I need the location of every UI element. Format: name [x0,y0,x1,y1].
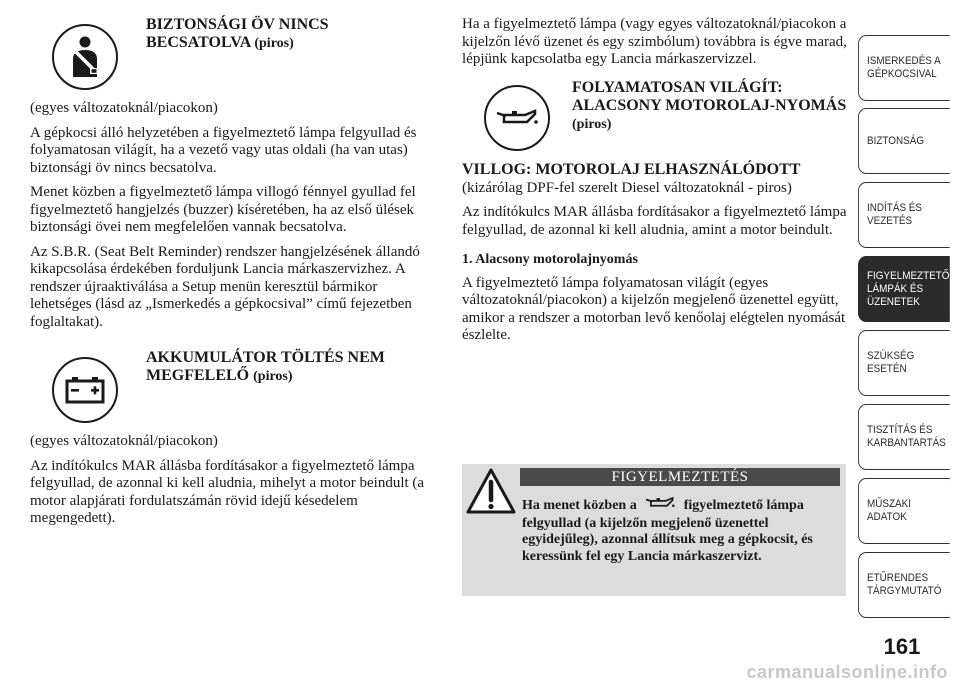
tab-inditas[interactable] [858,182,950,248]
warning-text [466,496,842,565]
seatbelt-color-note: (piros) [254,36,294,51]
seatbelt-paragraph-3: Az S.B.R. (Seat Belt Reminder) rendszer hangjelzésének állandó kikapcsolása érdekében forduljunk Lancia márkaszervizhez. A rendszer újraaktiválása a Setup menün keresztül bármikor lehetséges (lásd az „Ismerkedés a gépkocsival” című fejezetben foglaltakat). [30,243,420,330]
right-column [462,16,847,352]
tab-label: SZÜKSÉG ESETÉN [867,350,915,375]
low-pressure-title: 1. Alacsony motorolajnyomás [462,252,638,267]
oil-can-icon [484,85,550,151]
seatbelt-section-header [30,16,435,90]
flash-note: (kizárólag DPF-fel szerelt Diesel változatoknál - piros) [462,179,792,196]
tab-tisztitas[interactable] [858,404,950,470]
warning-first-line [466,496,842,565]
oil-can-inline-icon [640,496,680,516]
oil-title [572,79,847,134]
battery-section-header [30,349,435,423]
seatbelt-person-icon [52,24,118,90]
tab-figyelmezteto[interactable] [858,256,950,322]
seatbelt-title-text: BIZTONSÁGI ÖV NINCS BECSATOLVA [146,16,329,51]
tab-szukseg[interactable] [858,330,950,396]
warning-text-before: Ha menet közben a [522,497,637,513]
chapter-tabs [858,0,960,686]
tab-label: FIGYELMEZTETŐ LÁMPÁK ÉS ÜZENETEK [867,269,950,308]
tab-label: BIZTONSÁG [867,134,925,147]
warning-text-after: figyelmeztető lámpa felgyullad (a kijelzőn megjelenő üzenettel egyidejűleg), azonnal állítsuk meg a gépkocsit, és keressünk fel egy Lancia márkaszervizt. [522,497,813,564]
seatbelt-paragraph-2: Menet közben a figyelmeztető lámpa villogó fénnyel gyullad fel figyelmeztető hangjelzés (buzzer) kíséretében, ha az első ülések biztonsági övei nem megfelelően vannak becsatolva. [30,184,416,235]
flash-paragraph: Az indítókulcs MAR állásba fordításakor a figyelmeztető lámpa felgyullad, de azonnal ki kell aludnia, amint a motor beindult. [462,204,847,238]
tab-biztonsag[interactable] [858,108,950,174]
oil-title-text: FOLYAMATOSAN VILÁGÍT: ALACSONY MOTOROLAJ-NYOMÁS [572,78,847,114]
battery-paragraph-1: Az indítókulcs MAR állásba fordításakor a figyelmeztető lámpa felgyullad, de azonnal ki kell aludnia, mihelyt a motor beindult (a motor alapjárati fordulatszámán rövid idejű késedelem megengedett). [30,457,425,526]
battery-title [146,349,435,386]
tab-label: ETŰRENDES TÁRGYMUTATÓ [867,572,942,597]
battery-variant: (egyes változatoknál/piacokon) [30,433,218,449]
tab-label: MŰSZAKI ADATOK [867,498,912,523]
battery-color-note: (piros) [253,369,293,384]
seatbelt-title [146,16,435,53]
watermark: carmanualsonline.info [746,662,948,682]
warning-box [462,464,846,596]
seatbelt-paragraph-1: A gépkocsi álló helyzetében a figyelmeztető lámpa felgyullad és folyamatosan világít, ha a vezető vagy utas oldali (ha van utas) biztonsági öv nincs becsatolva. [30,124,417,176]
low-pressure-paragraph: A figyelmeztető lámpa folyamatosan világít (egyes változatoknál/piacokon) a kijelzőn megjelenő üzenettel együtt, amikor a rendszer a motorban levő kenőolaj elégtelen nyomását észlelte. [462,274,846,343]
tab-label: INDÍTÁS ÉS VEZETÉS [867,202,923,227]
tab-ismerkedes[interactable] [858,35,950,101]
left-column [30,16,435,535]
tab-muszaki[interactable] [858,478,950,544]
intro-paragraph: Ha a figyelmeztető lámpa (vagy egyes változatoknál/piacokon a kijelzőn lévő üzenet és egy szimbólum) továbbra is égve marad, lépjünk kapcsolatba egy Lancia márkaszervizzel. [462,16,847,67]
tab-label: ISMERKEDÉS A GÉPKOCSIVAL [867,55,941,80]
battery-title-text: AKKUMULÁTOR TÖLTÉS NEM MEGFELELŐ [146,349,385,384]
oil-section-header [462,79,847,151]
warning-header: FIGYELMEZTETÉS [520,468,840,486]
battery-icon [52,357,118,423]
seatbelt-variant: (egyes változatoknál/piacokon) [30,100,218,116]
tab-targymutato[interactable] [858,552,950,618]
page-number: 161 [883,634,921,659]
tab-label: TISZTÍTÁS ÉS KARBANTARTÁS [867,424,946,449]
oil-color-note: (piros) [572,116,612,132]
flash-title: VILLOG: MOTOROLAJ ELHASZNÁLÓDOTT [462,160,801,178]
